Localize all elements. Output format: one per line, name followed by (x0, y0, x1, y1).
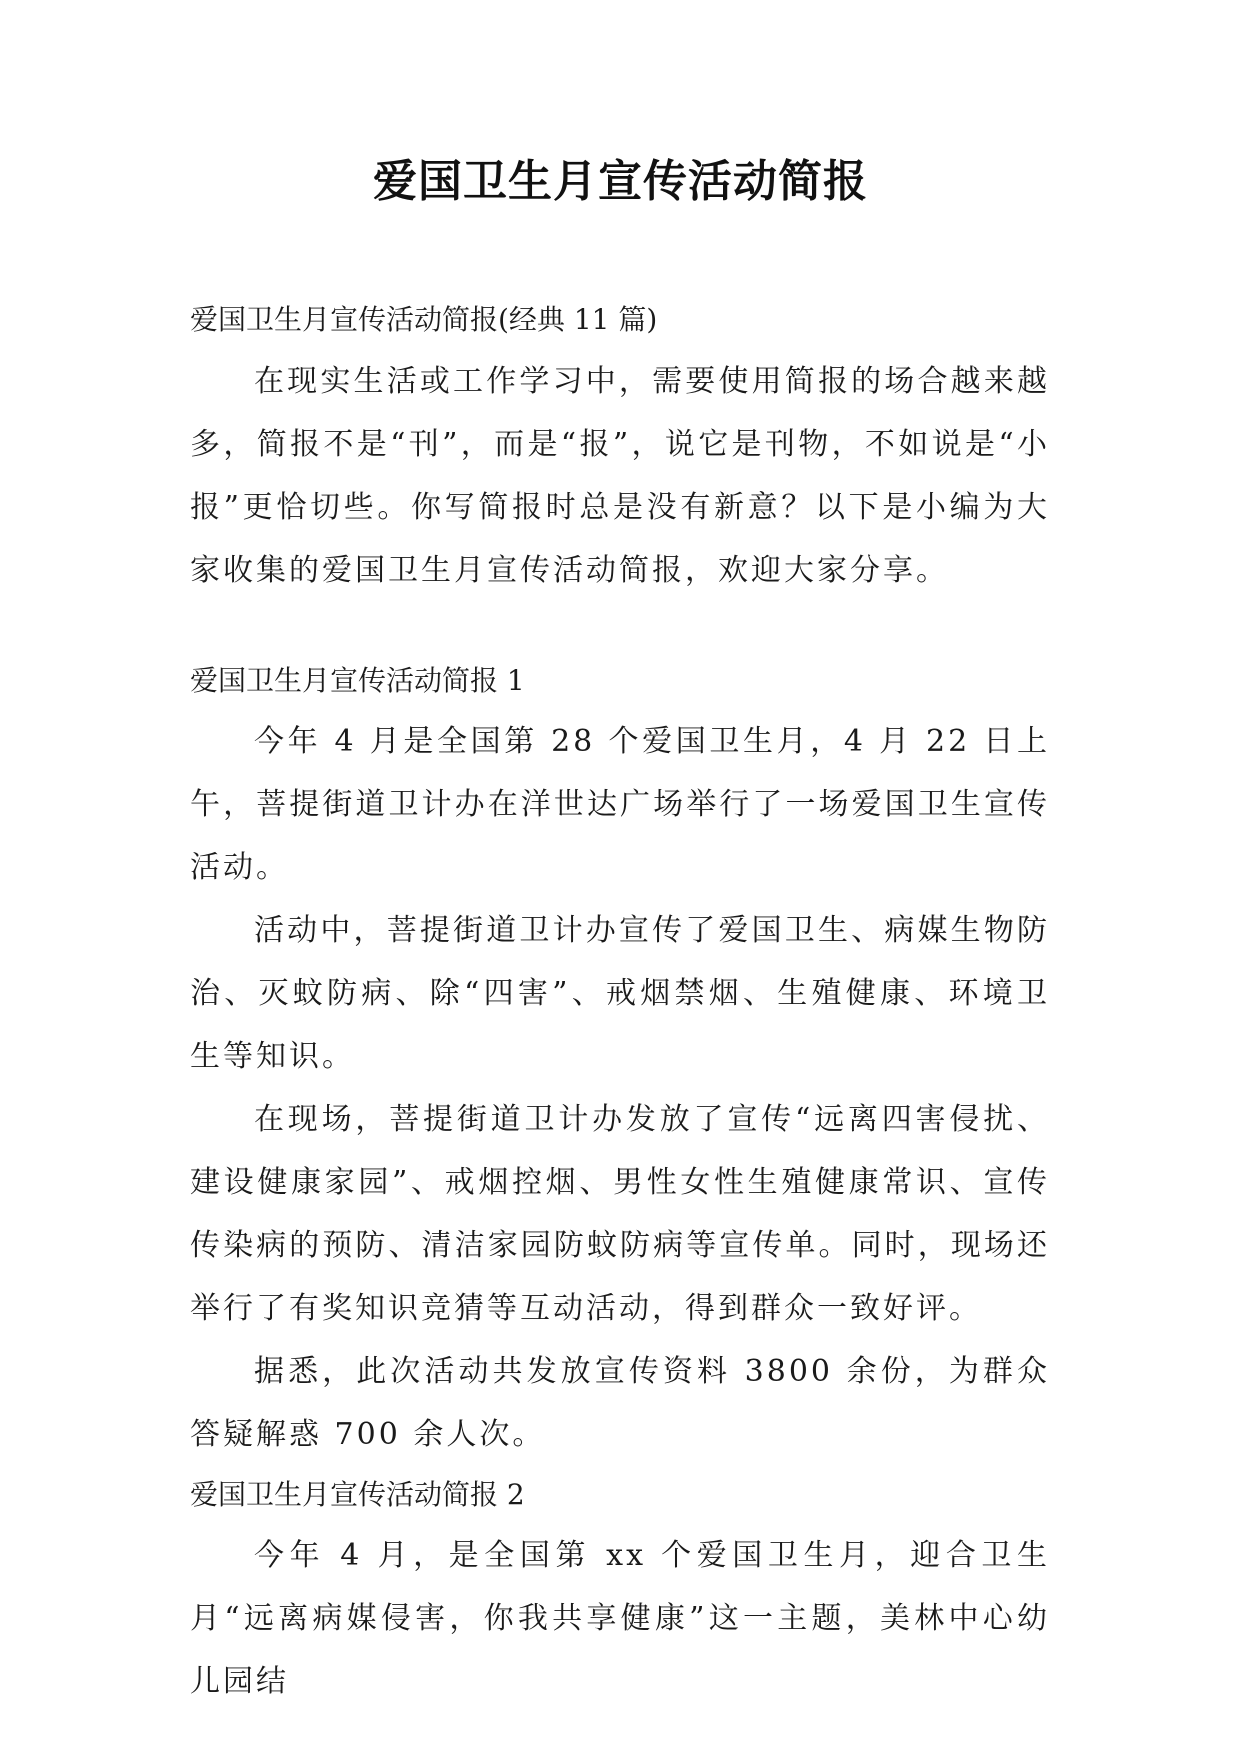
section-heading-2: 爱国卫生月宣传活动简报 2 (190, 1478, 525, 1511)
section-2-paragraph: 今年 4 月，是全国第 xx 个爱国卫生月，迎合卫生月“远离病媒侵害，你我共享健康”这一主题，美林中心幼儿园结 (190, 1538, 1050, 1699)
section-1-paragraph: 今年 4 月是全国第 28 个爱国卫生月，4 月 22 日上午，菩提街道卫计办在洋世达广场举行了一场爱国卫生宣传活动。 (190, 724, 1050, 885)
section-1-paragraph: 活动中，菩提街道卫计办宣传了爱国卫生、病媒生物防治、灭蚊防病、除“四害”、戒烟禁烟、生殖健康、环境卫生等知识。 (190, 913, 1050, 1074)
document-body (190, 290, 1050, 1713)
section-heading-1: 爱国卫生月宣传活动简报 1 (190, 664, 525, 697)
intro-paragraph: 在现实生活或工作学习中，需要使用简报的场合越来越多，简报不是“刊”，而是“报”，说它是刊物，不如说是“小报”更恰切些。你写简报时总是没有新意？以下是小编为大家收集的爱国卫生月宣传活动简报，欢迎大家分享。 (190, 364, 1050, 588)
section-1-paragraph: 在现场，菩提街道卫计办发放了宣传“远离四害侵扰、建设健康家园”、戒烟控烟、男性女性生殖健康常识、宣传传染病的预防、清洁家园防蚊防病等宣传单。同时，现场还举行了有奖知识竞猜等互动活动，得到群众一致好评。 (190, 1102, 1050, 1326)
section-1-paragraph: 据悉，此次活动共发放宣传资料 3800 余份，为群众答疑解惑 700 余人次。 (190, 1354, 1050, 1452)
section-gap (190, 602, 1050, 652)
document-subtitle: 爱国卫生月宣传活动简报(经典 11 篇) (190, 303, 658, 336)
document-title: 爱国卫生月宣传活动简报 (373, 156, 868, 207)
